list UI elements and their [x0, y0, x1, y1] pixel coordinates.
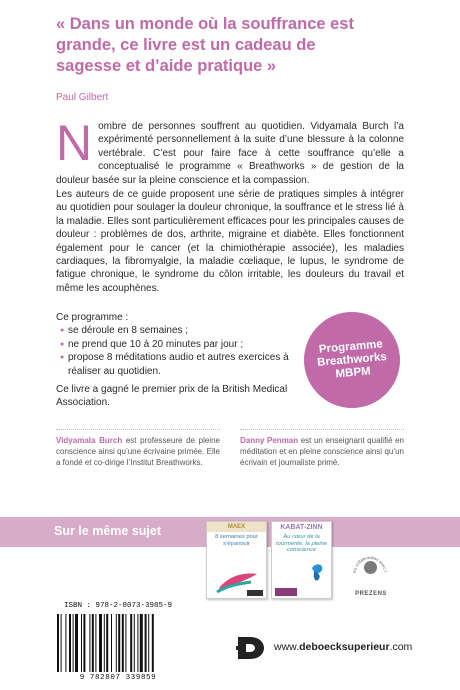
description-paragraph: Les auteurs de ce guide proposent une série de pratiques simples à intégrer au quotidien pour soulager la douleur chronique, la souffrance et le stress lié à la maladie. Elles sont particulièrement efficaces pour les principales causes de douleur : problèmes de dos, arthrite, migraine et diabète. Elles fonctionnent également pour le cancer (et la chimiothérapie associée), les maladies cardiaques, la fibromyalgie, la maladie cœliaque, le lupus, le syndrome de fatigue chronique, le syndrome du côlon irritable, les douleurs du travail et même les acouphènes.	[56, 189, 404, 294]
badge-line: Programme	[318, 337, 384, 356]
book-author: MAEX	[207, 522, 266, 532]
url-domain: deboecksuperieur	[299, 641, 390, 653]
list-item: ● se déroule en 8 semaines ;	[56, 324, 296, 337]
barcode-block	[53, 602, 183, 684]
list-item: ● propose 8 méditations audio et autres exercices à réaliser au quotidien.	[56, 351, 296, 378]
partner-symbol-icon	[364, 561, 377, 574]
publisher-url	[274, 641, 412, 653]
list-item: ● ne prend que 10 à 20 minutes par jour ;	[56, 338, 296, 351]
program-badge	[300, 308, 404, 412]
barcode-image	[57, 614, 179, 672]
book-author: KABAT-ZINN	[272, 522, 331, 532]
intro-text: ombre de personnes souffrent au quotidien. Vidyamala Burch l’a expérimenté personnellement à la suite d’une blessure à la colonne vertébrale. C’est pour faire face à cette souffrance qu’elle a conceptualisé le programme « Breathworks » de gestion de la douleur basée sur la pleine conscience et la compassion.	[56, 121, 404, 186]
program-section	[56, 311, 296, 410]
isbn-label: ISBN : 978-2-8073-3985-9	[63, 602, 173, 610]
url-prefix: www.	[274, 641, 300, 653]
author-name: Vidyamala Burch	[56, 436, 123, 445]
publisher-logo-icon	[236, 635, 266, 661]
prize-text: Ce livre a gagné le premier prix de la British Medical Association.	[56, 384, 288, 409]
badge-line: Breathworks	[316, 350, 388, 369]
partner-caption: En collaboration avec l’	[351, 554, 388, 574]
author-bio	[240, 429, 404, 468]
related-book-cover	[206, 521, 267, 599]
book-title: Au cœur de la tourmente, la pleine conscience	[276, 534, 327, 554]
book-title: 8 semaines pour s’épanouir	[215, 534, 258, 547]
url-suffix: .com	[389, 641, 413, 653]
author-bio-text: est professeure de pleine conscience ainsi qu’une écrivaine primée. Elle a fondé et co-dirige l’Institut Breathworks.	[56, 436, 220, 467]
author-bio	[56, 429, 220, 468]
program-list	[56, 324, 296, 378]
program-intro: Ce programme :	[56, 312, 129, 323]
partner-name: PREZENS	[355, 591, 387, 597]
partner-logo	[342, 551, 402, 601]
feather-illustration	[207, 552, 266, 598]
back-cover-quote: « Dans un monde où la souffrance est grande, ce livre est un cadeau de sagesse et d’aide pratique »	[56, 15, 354, 75]
barcode-digits: 9 782807 339859	[79, 674, 157, 682]
related-book-cover	[271, 521, 332, 599]
related-label: Sur le même sujet	[54, 524, 161, 538]
author-bios	[56, 429, 404, 468]
badge-line: MBPM	[335, 364, 372, 380]
quote-author: Paul Gilbert	[56, 92, 109, 103]
butterfly-illustration	[272, 558, 331, 598]
author-name: Danny Penman	[240, 436, 299, 445]
intro-paragraph	[56, 115, 404, 187]
author-bio-text: est un enseignant qualifié en méditation et en pleine conscience ainsi qu’un écrivain et journaliste primé.	[240, 436, 405, 467]
drop-cap: N	[56, 115, 93, 171]
